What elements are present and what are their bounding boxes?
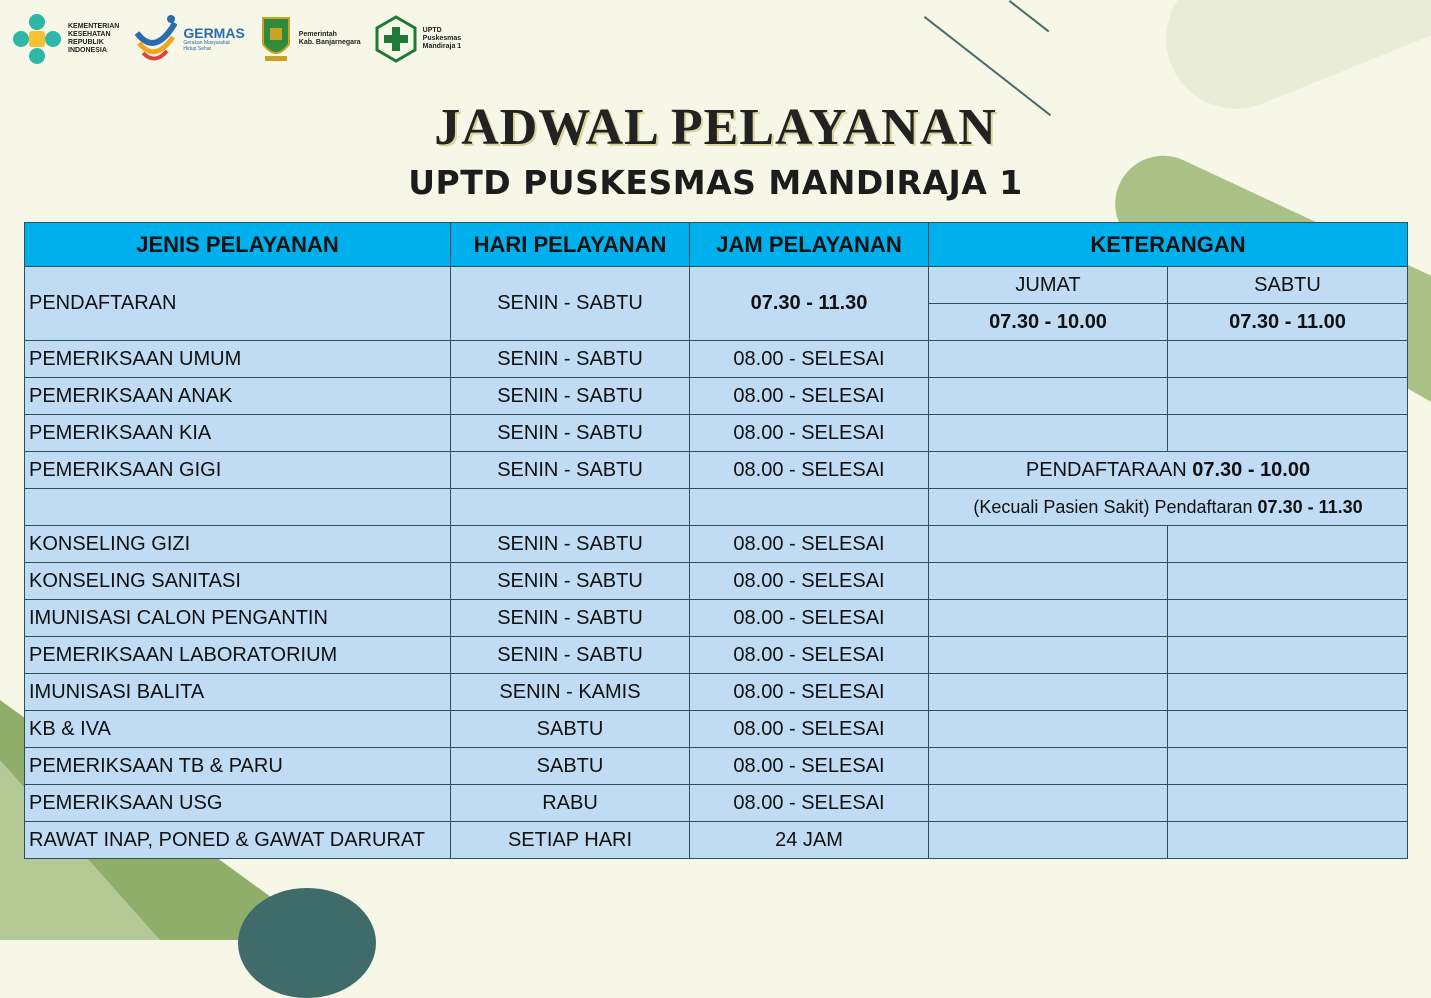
kemenkes-emblem-icon bbox=[12, 13, 62, 65]
table-row bbox=[25, 563, 1408, 600]
table-row-gigi bbox=[25, 452, 1408, 489]
cell-jenis: PENDAFTARAN bbox=[25, 267, 451, 341]
cell-jam: 08.00 - SELESAI bbox=[690, 415, 929, 452]
cell-jenis: RAWAT INAP, PONED & GAWAT DARURAT bbox=[25, 822, 451, 859]
cell-empty bbox=[1168, 785, 1408, 822]
pemkab-text-line: Kab. Banjarnegara bbox=[298, 39, 361, 46]
cell-empty bbox=[929, 711, 1168, 748]
cell-empty bbox=[929, 563, 1168, 600]
cell-empty bbox=[451, 489, 690, 526]
cell-jam: 08.00 - SELESAI bbox=[690, 674, 929, 711]
germas-logo bbox=[133, 13, 244, 65]
cell-empty bbox=[929, 785, 1168, 822]
cell-empty bbox=[1168, 415, 1408, 452]
germas-subtitle-line: Gerakan Masyarakat bbox=[183, 40, 230, 46]
cell-hari: SENIN - KAMIS bbox=[451, 674, 690, 711]
cell-empty bbox=[929, 526, 1168, 563]
germas-swoosh-icon bbox=[133, 13, 177, 65]
table-header-row bbox=[25, 223, 1408, 267]
cell-empty bbox=[1168, 711, 1408, 748]
cell-jenis: IMUNISASI CALON PENGANTIN bbox=[25, 600, 451, 637]
cell-jenis: PEMERIKSAAN ANAK bbox=[25, 378, 451, 415]
keterangan-text: PENDAFTARAAN bbox=[1025, 458, 1193, 481]
header-hari: HARI PELAYANAN bbox=[451, 223, 690, 267]
table-row-note bbox=[25, 489, 1408, 526]
cell-empty bbox=[1168, 526, 1408, 563]
puskesmas-cross-icon bbox=[375, 15, 417, 63]
header-keterangan: KETERANGAN bbox=[929, 223, 1408, 267]
table-row-pendaftaran bbox=[25, 267, 1408, 304]
cell-empty bbox=[929, 341, 1168, 378]
table-row bbox=[25, 637, 1408, 674]
cell-empty bbox=[1168, 341, 1408, 378]
cell-jenis: PEMERIKSAAN GIGI bbox=[25, 452, 451, 489]
cell-empty bbox=[929, 378, 1168, 415]
cell-empty bbox=[929, 637, 1168, 674]
table-row bbox=[25, 415, 1408, 452]
uptd-text-line: UPTD bbox=[422, 27, 442, 34]
cell-jam: 07.30 - 11.30 bbox=[690, 267, 929, 341]
cell-sabtu-jam: 07.30 - 11.00 bbox=[1168, 304, 1408, 341]
table-row bbox=[25, 378, 1408, 415]
cell-jenis: KB & IVA bbox=[25, 711, 451, 748]
logo-bar bbox=[12, 12, 461, 66]
keterangan-time: 07.30 - 10.00 bbox=[1192, 458, 1311, 481]
cell-jenis: PEMERIKSAAN USG bbox=[25, 785, 451, 822]
page-title: JADWAL PELAYANAN bbox=[434, 99, 997, 156]
cell-empty bbox=[1168, 674, 1408, 711]
cell-sabtu-label: SABTU bbox=[1168, 267, 1408, 304]
note-time: 07.30 - 11.30 bbox=[1257, 496, 1363, 517]
uptd-text-line: Mandiraja 1 bbox=[422, 43, 462, 50]
header-jenis: JENIS PELAYANAN bbox=[25, 223, 451, 267]
cell-jam: 08.00 - SELESAI bbox=[690, 785, 929, 822]
table-row bbox=[25, 785, 1408, 822]
note-text: (Kecuali Pasien Sakit) Pendaftaran bbox=[973, 496, 1258, 517]
cell-jam: 08.00 - SELESAI bbox=[690, 452, 929, 489]
cell-hari: SENIN - SABTU bbox=[451, 378, 690, 415]
kemenkes-text-line: REPUBLIK bbox=[68, 39, 104, 46]
cell-hari: RABU bbox=[451, 785, 690, 822]
pemkab-text-line: Pemerintah bbox=[298, 31, 337, 38]
page-subtitle: UPTD PUSKESMAS MANDIRAJA 1 bbox=[408, 163, 1023, 202]
cell-jam: 08.00 - SELESAI bbox=[690, 600, 929, 637]
cell-jenis: KONSELING GIZI bbox=[25, 526, 451, 563]
table-row bbox=[25, 526, 1408, 563]
table-row bbox=[25, 822, 1408, 859]
germas-title: GERMAS bbox=[183, 25, 245, 41]
cell-hari: SENIN - SABTU bbox=[451, 415, 690, 452]
cell-jenis: PEMERIKSAAN TB & PARU bbox=[25, 748, 451, 785]
germas-subtitle-line: Hidup Sehat bbox=[183, 46, 211, 52]
cell-hari: SABTU bbox=[451, 711, 690, 748]
cell-hari: SENIN - SABTU bbox=[451, 637, 690, 674]
kemenkes-logo bbox=[12, 13, 119, 65]
cell-empty bbox=[1168, 637, 1408, 674]
cell-hari: SENIN - SABTU bbox=[451, 452, 690, 489]
uptd-text-line: Puskesmas bbox=[422, 35, 462, 42]
kemenkes-text-line: KESEHATAN bbox=[68, 31, 111, 38]
cell-hari: SENIN - SABTU bbox=[451, 600, 690, 637]
cell-empty bbox=[1168, 378, 1408, 415]
cell-empty bbox=[929, 600, 1168, 637]
pemkab-logo bbox=[259, 14, 361, 64]
cell-jam: 08.00 - SELESAI bbox=[690, 526, 929, 563]
cell-empty bbox=[1168, 822, 1408, 859]
cell-jenis: IMUNISASI BALITA bbox=[25, 674, 451, 711]
decor-circle-teal bbox=[238, 888, 376, 998]
cell-empty bbox=[1168, 600, 1408, 637]
cell-hari: SENIN - SABTU bbox=[451, 563, 690, 600]
cell-hari: SABTU bbox=[451, 748, 690, 785]
cell-empty bbox=[929, 748, 1168, 785]
kemenkes-text-line: INDONESIA bbox=[68, 47, 107, 54]
table-row bbox=[25, 748, 1408, 785]
cell-empty bbox=[1168, 563, 1408, 600]
cell-hari: SETIAP HARI bbox=[451, 822, 690, 859]
decor-line-short bbox=[1009, 0, 1050, 32]
cell-hari: SENIN - SABTU bbox=[451, 267, 690, 341]
cell-jam: 08.00 - SELESAI bbox=[690, 341, 929, 378]
cell-jenis: PEMERIKSAAN LABORATORIUM bbox=[25, 637, 451, 674]
cell-jam: 24 JAM bbox=[690, 822, 929, 859]
cell-empty bbox=[25, 489, 451, 526]
cell-empty bbox=[1168, 748, 1408, 785]
table-row bbox=[25, 600, 1408, 637]
cell-hari: SENIN - SABTU bbox=[451, 526, 690, 563]
cell-jam: 08.00 - SELESAI bbox=[690, 637, 929, 674]
table-row bbox=[25, 711, 1408, 748]
cell-empty bbox=[929, 674, 1168, 711]
cell-jenis: PEMERIKSAAN KIA bbox=[25, 415, 451, 452]
cell-jenis: KONSELING SANITASI bbox=[25, 563, 451, 600]
pemkab-shield-icon bbox=[259, 14, 293, 64]
cell-jumat-jam: 07.30 - 10.00 bbox=[929, 304, 1168, 341]
kemenkes-text-line: KEMENTERIAN bbox=[68, 23, 120, 30]
cell-jam: 08.00 - SELESAI bbox=[690, 563, 929, 600]
cell-jumat-label: JUMAT bbox=[929, 267, 1168, 304]
cell-jam: 08.00 - SELESAI bbox=[690, 711, 929, 748]
cell-empty bbox=[690, 489, 929, 526]
cell-jam: 08.00 - SELESAI bbox=[690, 748, 929, 785]
schedule-table bbox=[24, 222, 1408, 859]
cell-jam: 08.00 - SELESAI bbox=[690, 378, 929, 415]
cell-empty bbox=[929, 415, 1168, 452]
table-row bbox=[25, 341, 1408, 378]
cell-empty bbox=[929, 822, 1168, 859]
uptd-logo bbox=[375, 15, 462, 63]
cell-hari: SENIN - SABTU bbox=[451, 341, 690, 378]
header-jam: JAM PELAYANAN bbox=[690, 223, 929, 267]
cell-keterangan-note bbox=[929, 489, 1408, 526]
table-row bbox=[25, 674, 1408, 711]
cell-jenis: PEMERIKSAAN UMUM bbox=[25, 341, 451, 378]
cell-keterangan-gigi bbox=[929, 452, 1408, 489]
